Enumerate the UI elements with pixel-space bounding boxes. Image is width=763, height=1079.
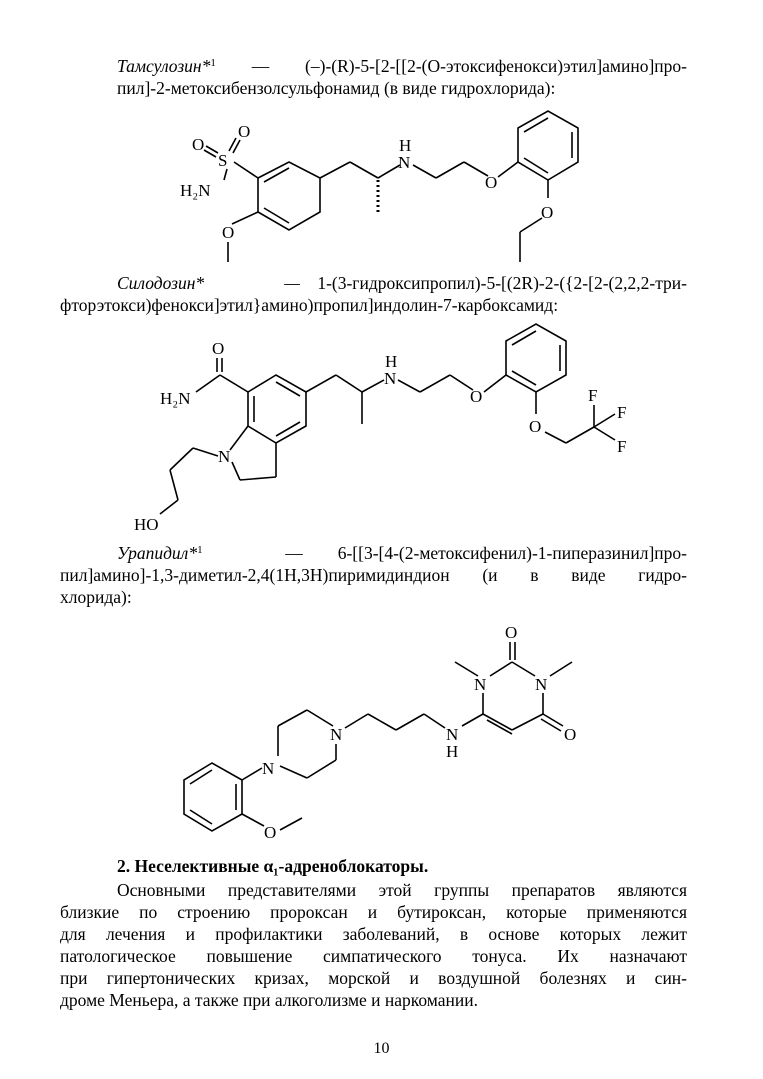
bond [483, 714, 512, 730]
bond [424, 714, 445, 728]
urapidil-line-1: Урапидил*$^1$ — 6-[[3-[4-(2-метоксифенил)-1-пиперазинил]про- [117, 543, 687, 563]
atom-h: H [446, 742, 459, 761]
atom-n: N [535, 675, 548, 694]
bond [462, 714, 483, 726]
bond [280, 818, 302, 830]
tamsulosin-line-2: пил]-2-метоксибензолсульфонамид (в виде гидрохлорида): [117, 78, 556, 98]
atom-f: F [617, 403, 627, 422]
bond [307, 760, 336, 778]
body-line: для лечения и профилактики заболеваний, в основе которых лежит [60, 924, 687, 944]
atom-n: N [398, 153, 411, 172]
bond [396, 714, 424, 730]
atom-n: N [218, 447, 231, 466]
bond [512, 714, 543, 730]
atom-o: O [485, 173, 498, 192]
tamsulosin-line-1: Тамсулозин*$^1$ — (–)-(R)-5-[2-[[2-(О-этоксифенокси)этил]амино]про- [117, 56, 687, 76]
section-heading: 2. Неселективные α₁-адреноблокаторы. [117, 856, 429, 876]
bond [345, 714, 368, 728]
atom-o: O [529, 417, 542, 436]
atom-f: F [617, 437, 627, 456]
atom-s: S [218, 151, 228, 170]
atom-o: O [564, 725, 577, 744]
drug-name-tamsulosin: Тамсулозин [117, 56, 202, 76]
atom-o: O [470, 387, 483, 406]
atom-n: N [446, 725, 459, 744]
page-number: 10 [373, 1040, 390, 1057]
silodosin-line-1: Силодозин* — 1-(3-гидроксипропил)-5-[(2R)-2-({2-[2-(2,2,2-три- [117, 273, 687, 293]
bond [242, 814, 264, 826]
atom-o: O [264, 823, 277, 842]
bond [368, 714, 396, 730]
atom-o: O [541, 203, 554, 222]
atom-o: O [505, 623, 518, 642]
bond [550, 662, 572, 676]
bond [242, 768, 262, 780]
bond [190, 770, 212, 784]
atom-h2n: H₂N [180, 181, 211, 200]
atom-f: F [588, 386, 598, 405]
atom-o: O [238, 122, 251, 141]
bond [280, 766, 307, 778]
urapidil-line-3: хлорида): [60, 587, 132, 607]
body-line: близкие по строению пророксан и бутироксан, которые применяются [60, 902, 687, 922]
drug-name-silodosin: Силодозин [117, 273, 196, 293]
drug-name-urapidil: Урапидил [117, 543, 189, 563]
bond [455, 662, 478, 676]
silodosin-line-2: фторэтокси)фенокси]этил}амино)пропил]индолин-7-карбоксамид: [60, 295, 559, 315]
atom-h: H [399, 136, 412, 155]
atom-h: H [385, 352, 398, 371]
bond [278, 710, 307, 726]
bond [512, 662, 535, 676]
atom-o: O [192, 135, 205, 154]
bond [543, 714, 563, 726]
atom-h2n: H₂N [160, 389, 191, 408]
atom-o: O [222, 223, 235, 242]
body-line: при гипертонических кризах, морской и воздушной болезнях и син- [60, 968, 687, 988]
atom-n: N [474, 675, 487, 694]
atom-n: N [330, 725, 343, 744]
bond [307, 710, 333, 726]
atom-n: N [384, 369, 397, 388]
atom-n: N [262, 759, 275, 778]
urapidil-line-2: пил]амино]-1,3-диметил-2,4(1H,3H)пиримидиндион (и в виде гидро- [60, 565, 687, 585]
ring [184, 763, 242, 831]
atom-ho: HO [134, 515, 159, 534]
bond [541, 719, 561, 731]
body-line: патологическое повышение симпатического тонуса. Их назначают [60, 946, 687, 966]
atom-o: O [212, 339, 225, 358]
bond [487, 720, 512, 734]
body-line: дроме Меньера, а также при алкоголизме и наркомании. [60, 990, 479, 1010]
bond [190, 810, 212, 824]
body-line: Основными представителями этой группы препаратов являются [117, 880, 687, 900]
bond [490, 662, 512, 676]
